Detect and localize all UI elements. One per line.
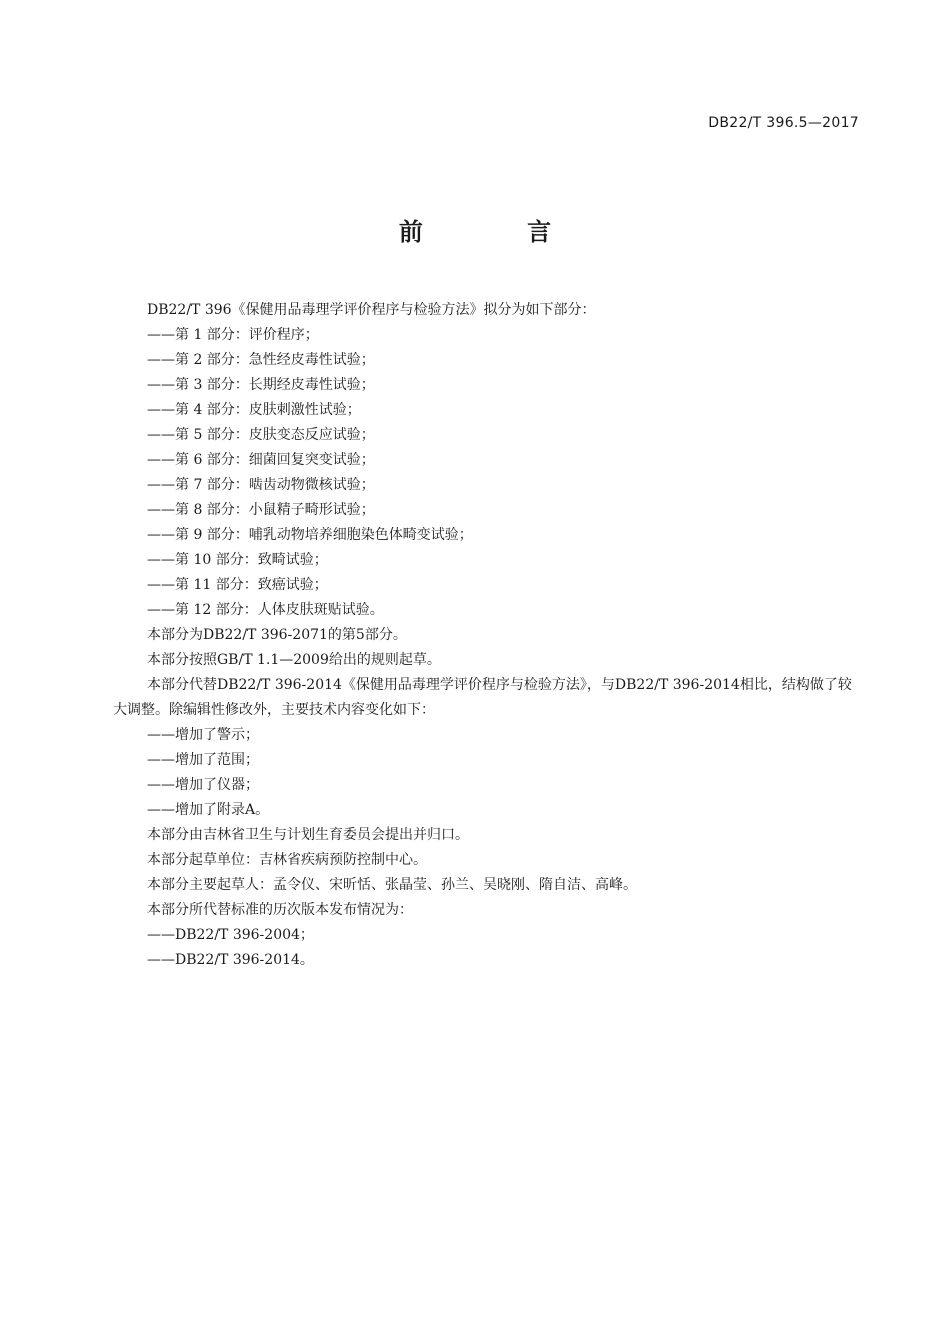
paragraph-drafting-unit: 本部分起草单位：吉林省疾病预防控制中心。: [147, 852, 427, 868]
paragraph-drafters: 本部分主要起草人：孟令仪、宋昕恬、张晶莹、孙兰、吴晓刚、隋自洁、高峰。: [147, 877, 637, 893]
foreword-body: [113, 298, 858, 973]
list-item-part-11: ——第 11 部分：致癌试验；: [147, 577, 328, 593]
list-item-change-instruments: ——增加了仪器；: [147, 777, 259, 793]
paragraph-intro: DB22/T 396《保健用品毒理学评价程序与检验方法》拟分为如下部分：: [147, 302, 596, 318]
list-item-part-10: ——第 10 部分：致畸试验；: [147, 552, 328, 568]
paragraph-replacement: 本部分代替DB22/T 396-2014《保健用品毒理学评价程序与检验方法》，与DB22/T 396-2014相比，结构做了较大调整。除编辑性修改外，主要技术内容变化如下：: [113, 677, 852, 718]
list-item-history-2014: ——DB22/T 396-2014。: [147, 952, 314, 968]
list-item-part-7: ——第 7 部分：啮齿动物微核试验；: [147, 477, 375, 493]
list-item-part-8: ——第 8 部分：小鼠精子畸形试验；: [147, 502, 375, 518]
document-code: DB22/T 396.5—2017: [708, 115, 859, 131]
list-item-part-5: ——第 5 部分：皮肤变态反应试验；: [147, 427, 375, 443]
list-item-part-1: ——第 1 部分：评价程序；: [147, 327, 319, 343]
list-item-part-12: ——第 12 部分：人体皮肤斑贴试验。: [147, 602, 384, 618]
paragraph-part-statement: 本部分为DB22/T 396-2071的第5部分。: [147, 627, 407, 643]
list-item-history-2004: ——DB22/T 396-2004；: [147, 927, 314, 943]
list-item-change-annex: ——增加了附录A。: [147, 802, 270, 818]
paragraph-proposer: 本部分由吉林省卫生与计划生育委员会提出并归口。: [147, 827, 469, 843]
page-title: 前 言: [398, 218, 600, 246]
paragraph-drafting-rules: 本部分按照GB/T 1.1—2009给出的规则起草。: [147, 652, 441, 668]
list-item-part-2: ——第 2 部分：急性经皮毒性试验；: [147, 352, 375, 368]
list-item-part-3: ——第 3 部分：长期经皮毒性试验；: [147, 377, 375, 393]
list-item-part-9: ——第 9 部分：哺乳动物培养细胞染色体畸变试验；: [147, 527, 473, 543]
list-item-change-warning: ——增加了警示；: [147, 727, 259, 743]
list-item-change-scope: ——增加了范围；: [147, 752, 259, 768]
list-item-part-6: ——第 6 部分：细菌回复突变试验；: [147, 452, 375, 468]
list-item-part-4: ——第 4 部分：皮肤刺激性试验；: [147, 402, 361, 418]
paragraph-history: 本部分所代替标准的历次版本发布情况为：: [147, 902, 413, 918]
